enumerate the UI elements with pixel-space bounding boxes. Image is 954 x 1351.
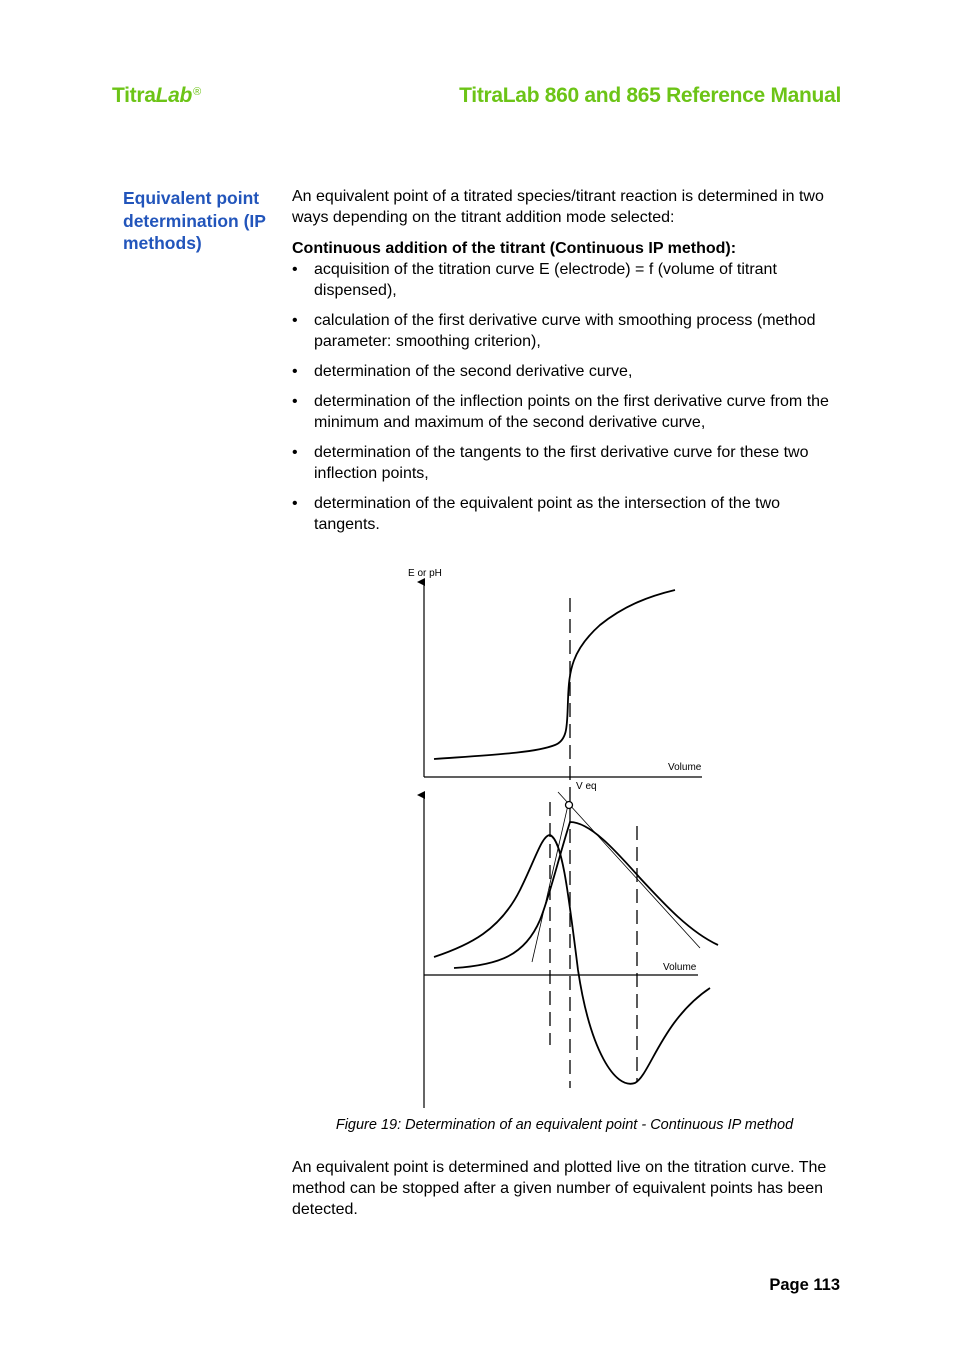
intro-paragraph: An equivalent point of a titrated species/titrant reaction is determined in two ways depending on the titrant addition mode selected: bbox=[292, 188, 824, 226]
list-item: • determination of the second derivative curve, bbox=[292, 361, 837, 382]
steps-list bbox=[292, 259, 837, 535]
list-item: • determination of the tangents to the first derivative curve for these two inflection points, bbox=[292, 442, 837, 484]
top-x-axis-label: Volume bbox=[668, 762, 702, 773]
veq-label: V eq bbox=[576, 781, 597, 792]
document-title: TitraLab 860 and 865 Reference Manual bbox=[459, 84, 841, 107]
brand-prefix: Titra bbox=[112, 84, 156, 107]
list-item: • determination of the equivalent point as the intersection of the two tangents. bbox=[292, 493, 837, 535]
equivalent-point-marker bbox=[566, 802, 573, 809]
titration-figure bbox=[400, 560, 730, 1115]
list-item: • determination of the inflection points on the first derivative curve from the minimum and maximum of the second derivative curve, bbox=[292, 391, 837, 433]
titration-diagram bbox=[400, 560, 730, 1115]
closing-paragraph: An equivalent point is determined and plotted live on the titration curve. The method can be stopped after a given number of equivalent points has been detected. bbox=[292, 1159, 827, 1218]
list-item: • acquisition of the titration curve E (electrode) = f (volume of titrant dispensed), bbox=[292, 259, 837, 301]
method-heading: Continuous addition of the titrant (Continuous IP method): bbox=[292, 240, 737, 257]
page-number: Page 113 bbox=[769, 1276, 840, 1294]
tangent-right bbox=[558, 792, 700, 948]
section-body bbox=[292, 186, 837, 544]
figure-caption: Figure 19: Determination of an equivalent point - Continuous IP method bbox=[335, 1117, 794, 1133]
brand-logo bbox=[112, 84, 201, 108]
first-derivative-curve bbox=[454, 822, 718, 968]
titration-curve bbox=[434, 590, 675, 759]
registered-mark: ® bbox=[193, 86, 201, 98]
section-heading: Equivalent point determination (IP methods) bbox=[123, 188, 266, 253]
top-y-axis-label: E or pH bbox=[408, 568, 442, 579]
list-item: • calculation of the first derivative curve with smoothing process (method parameter: smoothing criterion), bbox=[292, 310, 837, 352]
brand-suffix: Lab bbox=[155, 84, 193, 107]
second-derivative-curve bbox=[434, 835, 710, 1084]
bottom-x-axis-label: Volume bbox=[663, 962, 697, 973]
